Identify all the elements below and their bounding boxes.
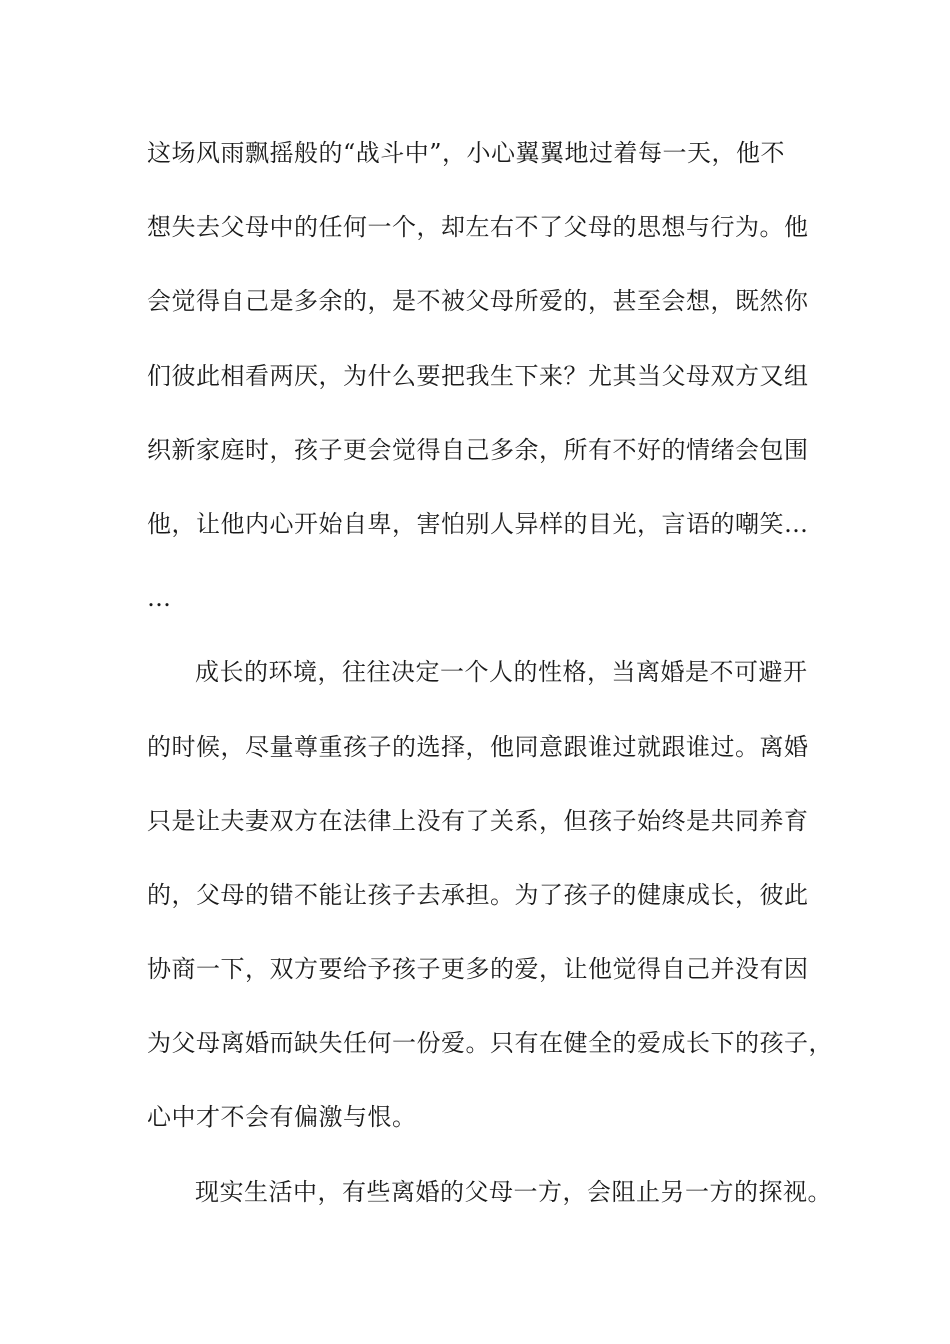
document-body bbox=[147, 128, 833, 1241]
text-line: 的时候，尽量尊重孩子的选择，他同意跟谁过就跟谁过。离婚 bbox=[147, 732, 809, 761]
text-line: 们彼此相看两厌，为什么要把我生下来？尤其当父母双方又组 bbox=[147, 361, 809, 390]
text-line: … bbox=[147, 584, 172, 613]
text-line: 心中才不会有偏激与恨。 bbox=[147, 1103, 417, 1132]
paragraph-start-line: 现实生活中，有些离婚的父母一方，会阻止另一方的探视。 bbox=[195, 1177, 832, 1206]
text-line: 织新家庭时，孩子更会觉得自己多余，所有不好的情绪会包围 bbox=[147, 435, 809, 464]
text-line: 的，父母的错不能让孩子去承担。为了孩子的健康成长，彼此 bbox=[147, 880, 809, 909]
text-line: 想失去父母中的任何一个，却左右不了父母的思想与行为。他 bbox=[147, 213, 809, 242]
text-line: 这场风雨飘摇般的“战斗中”，小心翼翼地过着每一天，他不 bbox=[147, 139, 786, 167]
text-line: 只是让夫妻双方在法律上没有了关系，但孩子始终是共同养育 bbox=[147, 806, 809, 835]
text-line: 他，让他内心开始自卑，害怕别人异样的目光，言语的嘲笑… bbox=[147, 509, 809, 538]
paragraph-start-line: 成长的环境，往往决定一个人的性格，当离婚是不可避开 bbox=[195, 658, 808, 687]
text-line: 协商一下，双方要给予孩子更多的爱，让他觉得自己并没有因 bbox=[147, 955, 809, 984]
text-line: 会觉得自己是多余的，是不被父母所爱的，甚至会想，既然你 bbox=[147, 287, 809, 316]
text-line: 为父母离婚而缺失任何一份爱。只有在健全的爱成长下的孩子， bbox=[147, 1029, 833, 1058]
